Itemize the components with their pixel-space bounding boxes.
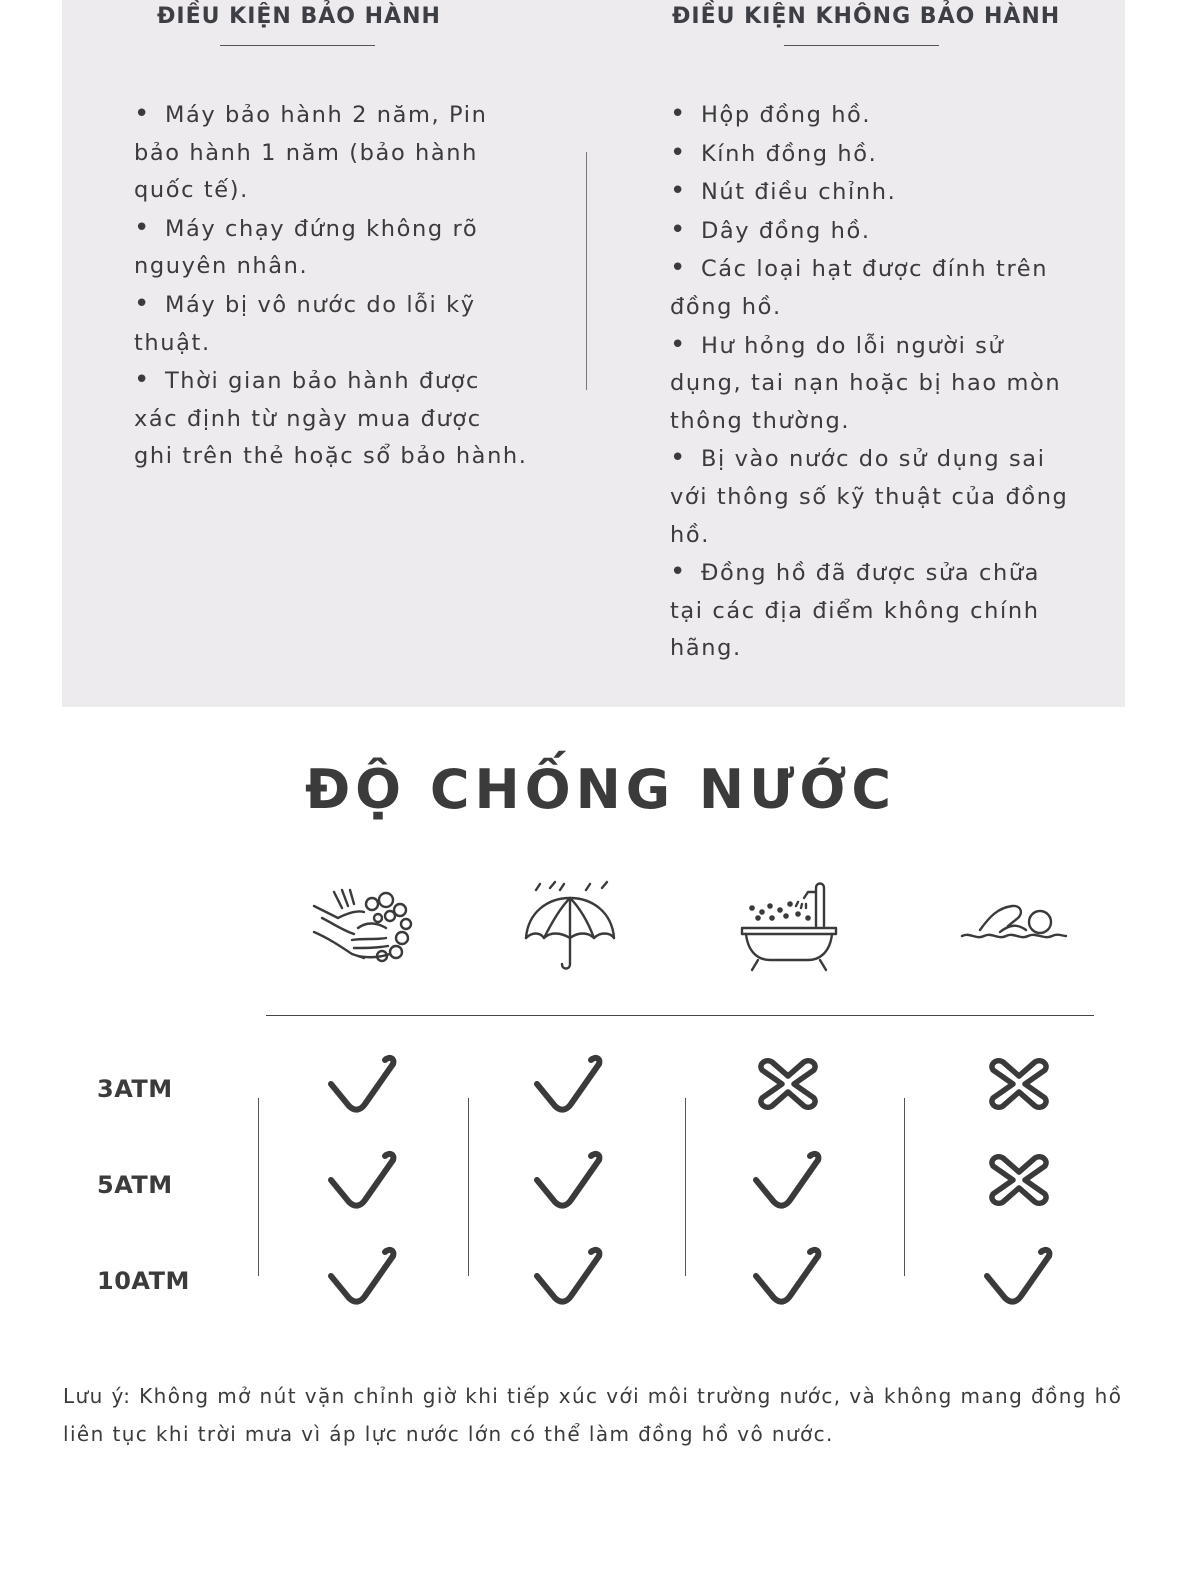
not-covered-title: ĐIỀU KIỆN KHÔNG BẢO HÀNH (672, 4, 1061, 29)
covered-title-underline (220, 45, 375, 46)
table-top-rule (266, 1015, 1094, 1016)
column-divider-3 (685, 1098, 686, 1276)
check-icon (752, 1246, 824, 1306)
condition-item: • Máy bị vô nước do lỗi kỹ thuật. (134, 286, 529, 362)
not-covered-list (670, 96, 1070, 668)
check-icon (533, 1054, 605, 1114)
condition-item: • Bị vào nước do sử dụng sai với thông số kỹ thuật của đồng hồ. (670, 440, 1070, 554)
row-label-10atm: 10ATM (97, 1267, 190, 1295)
check-icon (533, 1150, 605, 1210)
hand-washing-icon (312, 888, 416, 966)
check-icon (327, 1054, 399, 1114)
swimming-icon (960, 898, 1068, 944)
check-icon (327, 1150, 399, 1210)
cross-icon (983, 1150, 1055, 1210)
covered-title: ĐIỀU KIỆN BẢO HÀNH (157, 4, 441, 29)
condition-item: • Máy bảo hành 2 năm, Pin bảo hành 1 năm (bảo hành quốc tế). (134, 96, 529, 210)
not-covered-title-underline (784, 45, 939, 46)
condition-item: • Dây đồng hồ. (670, 212, 1070, 251)
condition-item: • Nút điều chỉnh. (670, 173, 1070, 212)
row-label-3atm: 3ATM (97, 1075, 173, 1103)
check-icon (983, 1246, 1055, 1306)
check-icon (752, 1150, 824, 1210)
condition-item: • Kính đồng hồ. (670, 135, 1070, 174)
waterproof-note: Lưu ý: Không mở nút vặn chỉnh giờ khi tiếp xúc với môi trường nước, và không mang đồng hồ liên tục khi trời mưa vì áp lực nước lớn có thể làm đồng hồ vô nước. (63, 1384, 1123, 1446)
condition-item: • Đồng hồ đã được sửa chữa tại các địa điểm không chính hãng. (670, 554, 1070, 668)
covered-list (134, 96, 529, 476)
check-icon (327, 1246, 399, 1306)
column-divider-4 (904, 1098, 905, 1276)
cross-icon (983, 1054, 1055, 1114)
check-icon (533, 1246, 605, 1306)
cross-icon (752, 1054, 824, 1114)
column-divider-1 (258, 1098, 259, 1276)
condition-item: • Máy chạy đứng không rõ nguyên nhân. (134, 210, 529, 286)
column-divider (586, 152, 587, 390)
bathtub-shower-icon (740, 878, 838, 974)
condition-item: • Hộp đồng hồ. (670, 96, 1070, 135)
condition-item: • Thời gian bảo hành được xác định từ ngày mua được ghi trên thẻ hoặc sổ bảo hành. (134, 362, 529, 476)
warranty-panel (62, 0, 1125, 707)
water-resistance-title: ĐỘ CHỐNG NƯỚC (304, 758, 897, 821)
row-label-5atm: 5ATM (97, 1171, 173, 1199)
condition-item: • Các loại hạt được đính trên đồng hồ. (670, 250, 1070, 326)
column-divider-2 (468, 1098, 469, 1276)
rain-umbrella-icon (522, 880, 618, 972)
condition-item: • Hư hỏng do lỗi người sử dụng, tai nạn hoặc bị hao mòn thông thường. (670, 327, 1070, 441)
